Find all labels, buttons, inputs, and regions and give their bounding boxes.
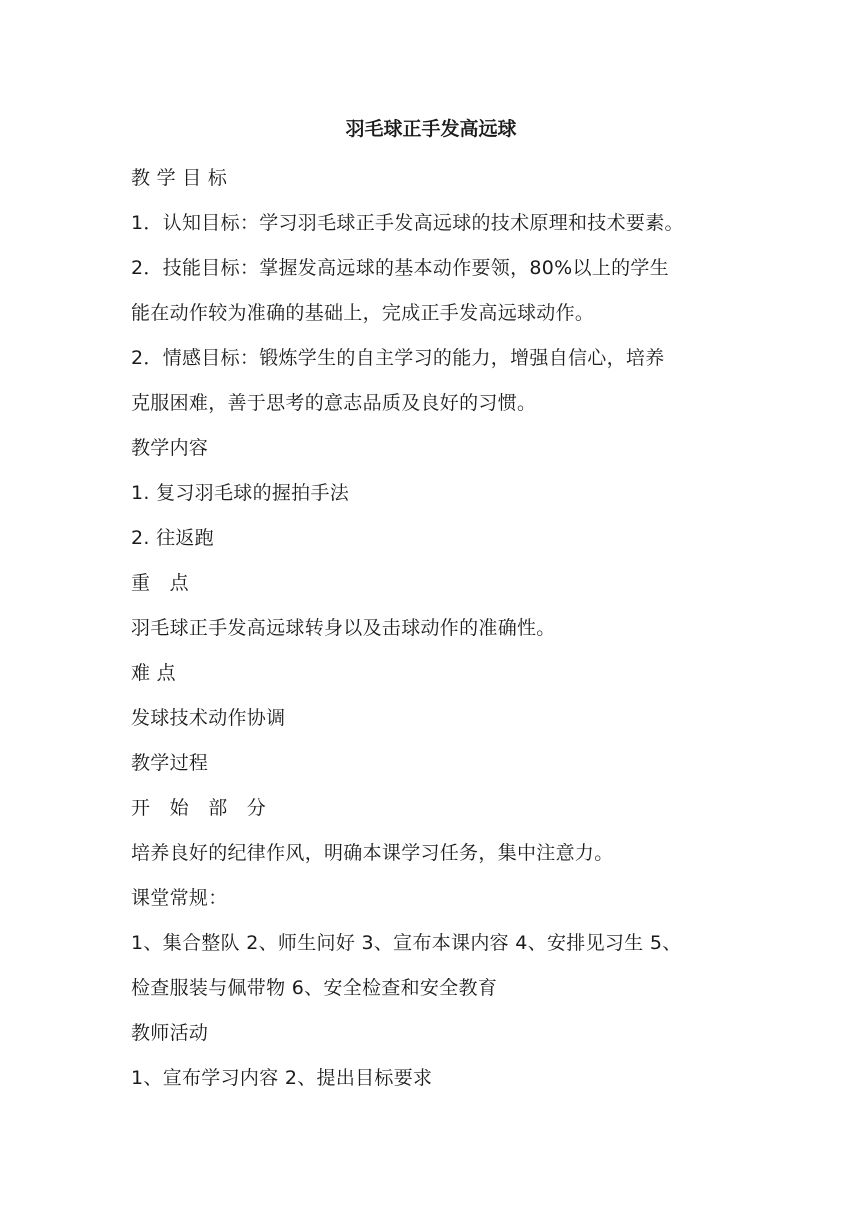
document-body	[131, 112, 731, 1101]
content-item-1: 1. 复习羽毛球的握拍手法	[131, 482, 350, 504]
heading-teaching-process: 教学过程	[131, 752, 209, 774]
key-points-text: 羽毛球正手发高远球转身以及击球动作的准确性。	[131, 617, 556, 639]
objective-skill: 2．技能目标：掌握发高远球的基本动作要领，80%以上的学生	[131, 257, 670, 279]
heading-teaching-objectives: 教 学 目 标	[131, 167, 228, 189]
objective-skill-continued: 能在动作较为准确的基础上，完成正手发高远球动作。	[131, 302, 595, 324]
heading-teacher-activity: 教师活动	[131, 1022, 209, 1044]
heading-opening-section: 开 始 部 分	[131, 797, 267, 819]
difficulties-text: 发球技术动作协调	[131, 707, 286, 729]
opening-section-text: 培养良好的纪律作风，明确本课学习任务，集中注意力。	[131, 842, 614, 864]
objective-emotional: 2．情感目标：锻炼学生的自主学习的能力，增强自信心，培养	[131, 347, 665, 369]
heading-class-routine: 课堂常规：	[131, 887, 228, 909]
content-item-2: 2. 往返跑	[131, 527, 214, 549]
objective-cognitive: 1．认知目标：学习羽毛球正手发高远球的技术原理和技术要素。	[131, 212, 684, 234]
heading-key-points: 重 点	[131, 572, 189, 594]
teacher-activity-items: 1、宣布学习内容 2、提出目标要求	[131, 1067, 433, 1089]
heading-difficulties: 难 点	[131, 662, 176, 684]
class-routine-items-continued: 检查服装与佩带物 6、安全检查和安全教育	[131, 977, 498, 999]
objective-emotional-continued: 克服困难，善于思考的意志品质及良好的习惯。	[131, 392, 537, 414]
heading-teaching-content: 教学内容	[131, 437, 209, 459]
document-title: 羽毛球正手发高远球	[345, 118, 517, 140]
class-routine-items: 1、集合整队 2、师生问好 3、宣布本课内容 4、安排见习生 5、	[131, 932, 682, 954]
